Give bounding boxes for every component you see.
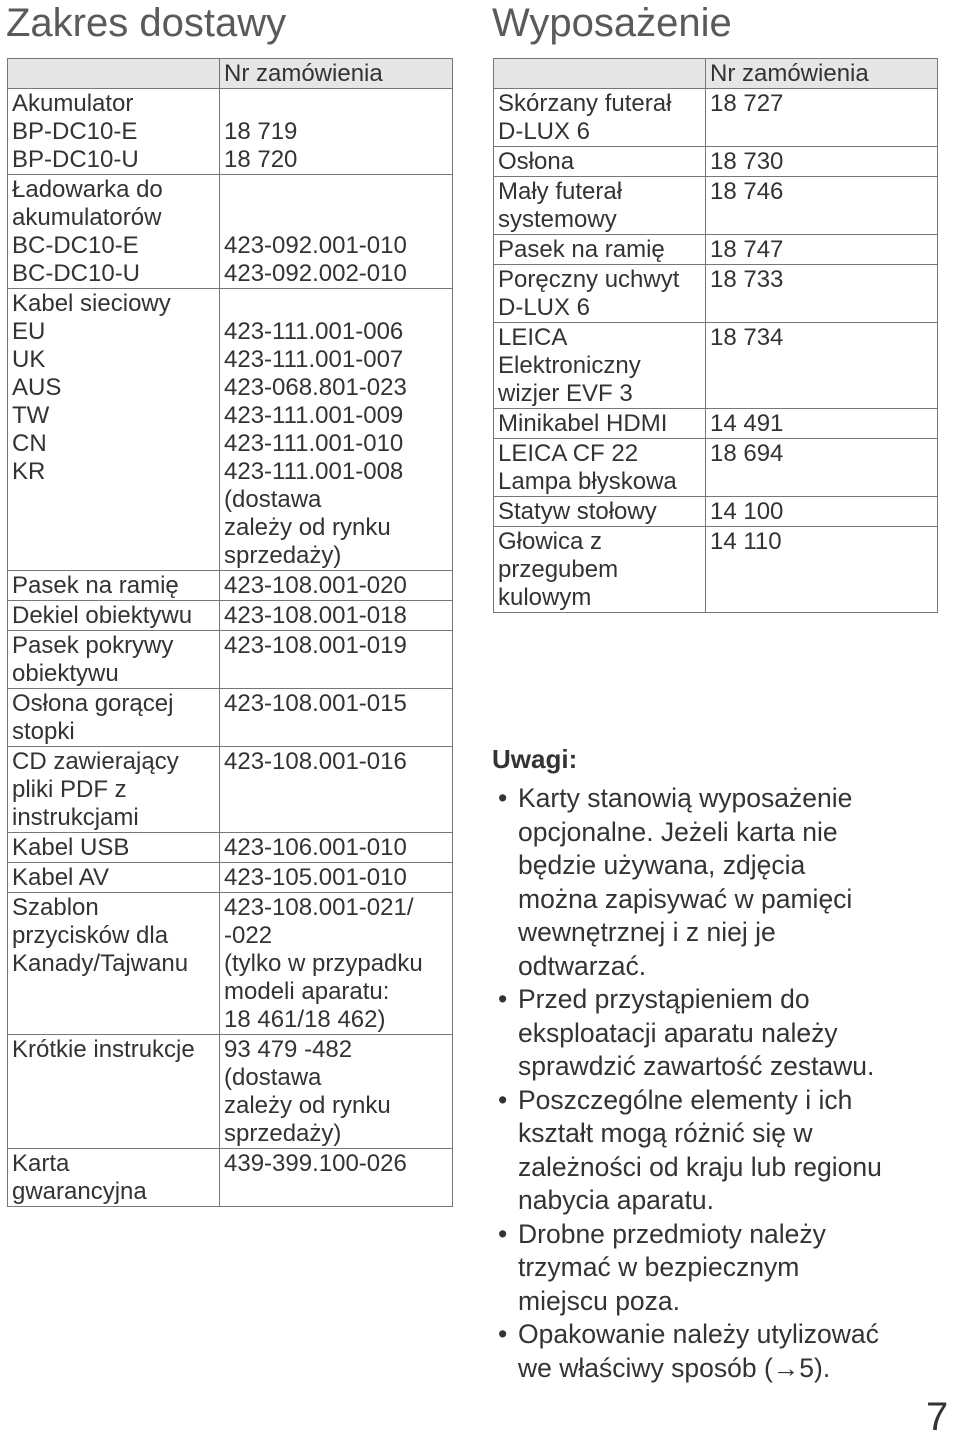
item-name-line: CD zawierający (12, 748, 179, 775)
item-name-line: obiektywu (12, 660, 119, 687)
order-number-line (224, 176, 448, 204)
item-name-cell (8, 747, 220, 833)
item-name-cell (8, 631, 220, 689)
note-line: Karty stanowią wyposażenie (518, 783, 853, 813)
item-name-line: Kabel sieciowy (12, 290, 171, 317)
item-name-cell (8, 175, 220, 289)
item-name-line: CN (12, 430, 47, 457)
item-name-line: kulowym (498, 584, 592, 611)
order-number-line: 423-068.801-023 (224, 374, 407, 401)
order-number-line: (tylko w przypadku (224, 950, 423, 977)
order-number-line: (dostawa (224, 486, 322, 513)
item-name-line: UK (12, 346, 46, 373)
accessories-table-body (494, 89, 938, 613)
item-name-cell (8, 571, 220, 601)
item-name-line: BC-DC10-E (12, 232, 139, 259)
order-number-line: 18 730 (710, 148, 784, 175)
item-name-cell (8, 1035, 220, 1149)
order-number-line: 18 733 (710, 266, 784, 293)
table-header-blank (494, 59, 706, 89)
table-header-row (494, 59, 938, 89)
note-item (498, 782, 953, 983)
bullet-icon: • (498, 1319, 508, 1349)
order-number-cell (706, 89, 938, 147)
table-row (8, 893, 453, 1035)
order-number-line: 423-108.001-019 (224, 632, 407, 659)
order-number-line: 423-106.001-010 (224, 834, 407, 861)
delivery-table (7, 58, 453, 1207)
order-number-line (224, 204, 448, 232)
item-name-line: akumulatorów (12, 204, 162, 231)
order-number-cell (220, 631, 453, 689)
table-row (8, 863, 453, 893)
item-name-cell (8, 689, 220, 747)
order-number-line: 423-111.001-008 (224, 458, 404, 485)
order-number-line: sprzedaży) (224, 1120, 342, 1147)
item-name-line: AUS (12, 374, 62, 401)
order-number-line: 14 110 (710, 528, 782, 555)
note-line: kształt mogą różnić się w (518, 1118, 813, 1148)
order-number-cell (706, 323, 938, 409)
order-number-line: zależy od rynku (224, 1092, 391, 1119)
order-number-cell (706, 147, 938, 177)
order-number-cell (706, 527, 938, 613)
order-number-line: 423-108.001-015 (224, 690, 407, 717)
table-row (8, 1149, 453, 1207)
order-number-line: 18 694 (710, 440, 784, 467)
item-name-line: Kabel USB (12, 834, 130, 861)
item-name-cell (494, 527, 706, 613)
bullet-icon: • (498, 783, 508, 813)
table-row (494, 409, 938, 439)
item-name-cell (8, 601, 220, 631)
item-name-line: EU (12, 318, 46, 345)
order-number-line: 423-111.001-009 (224, 402, 404, 429)
table-row (494, 147, 938, 177)
item-name-cell (494, 439, 706, 497)
section-title-delivery: Zakres dostawy (6, 1, 287, 45)
item-name-line: KR (12, 458, 46, 485)
item-name-line: stopki (12, 718, 75, 745)
item-name-cell (494, 235, 706, 265)
order-number-line: 18 747 (710, 236, 784, 263)
table-row (8, 571, 453, 601)
order-number-line: 18 720 (224, 146, 298, 173)
table-header-row (8, 59, 453, 89)
order-number-line: 423-092.001-010 (224, 232, 407, 259)
item-name-line: Krótkie instrukcje (12, 1036, 195, 1063)
page-number: 7 (926, 1395, 949, 1439)
order-number-cell (220, 1149, 453, 1207)
order-number-cell (220, 689, 453, 747)
bullet-icon: • (498, 1084, 508, 1115)
order-number-line: 423-105.001-010 (224, 864, 407, 891)
note-line: opcjonalne. Jeżeli karta nie (518, 816, 838, 847)
item-name-line: Pasek na ramię (498, 236, 665, 263)
bullet-icon: • (498, 1218, 508, 1249)
item-name-line: D-LUX 6 (498, 294, 591, 321)
order-number-cell (220, 571, 453, 601)
order-number-cell (706, 409, 938, 439)
note-line: Poszczególne elementy i ich (518, 1084, 853, 1115)
order-number-cell (220, 833, 453, 863)
note-line: Przed przystąpieniem do (518, 984, 810, 1014)
order-number-line: sprzedaży) (224, 542, 342, 569)
table-row (494, 265, 938, 323)
order-number-cell (220, 747, 453, 833)
item-name-line: BP-DC10-U (12, 146, 139, 173)
order-number-line: 423-108.001-016 (224, 748, 407, 775)
item-name-line: Głowica z (498, 528, 603, 555)
item-name-line: D-LUX 6 (498, 118, 591, 145)
order-number-cell (220, 601, 453, 631)
order-number-cell (706, 497, 938, 527)
order-number-line (224, 290, 448, 318)
order-number-line: 423-111.001-010 (224, 430, 404, 457)
item-name-line: pliki PDF z (12, 776, 127, 803)
note-line: zależności od kraju lub regionu (518, 1151, 882, 1182)
order-number-line: 439-399.100-026 (224, 1150, 407, 1177)
delivery-table-body (8, 89, 453, 1207)
table-row (494, 527, 938, 613)
table-row (494, 235, 938, 265)
table-row (494, 89, 938, 147)
table-header-order-number: Nr zamówienia (706, 59, 938, 89)
order-number-line: 423-108.001-020 (224, 572, 407, 599)
table-row (8, 175, 453, 289)
item-name-line: Osłona gorącej (12, 690, 174, 717)
table-row (494, 323, 938, 409)
item-name-line: Mały futerał (498, 178, 623, 205)
item-name-cell (8, 289, 220, 571)
item-name-cell (494, 147, 706, 177)
item-name-line: TW (12, 402, 50, 429)
note-line: Drobne przedmioty należy (518, 1218, 826, 1249)
note-line: nabycia aparatu. (518, 1185, 714, 1215)
item-name-line: instrukcjami (12, 804, 139, 831)
item-name-cell (494, 497, 706, 527)
note-line: we właściwy sposób (→5). (518, 1352, 831, 1383)
item-name-cell (8, 833, 220, 863)
table-row (8, 289, 453, 571)
order-number-line: 18 727 (710, 90, 784, 117)
order-number-cell (220, 1035, 453, 1149)
order-number-line: -022 (224, 922, 273, 949)
item-name-cell (494, 177, 706, 235)
note-line: będzie używana, zdjęcia (518, 850, 806, 880)
item-name-line: Osłona (498, 148, 575, 175)
table-row (494, 497, 938, 527)
order-number-line: 14 491 (710, 410, 784, 437)
item-name-cell (8, 1149, 220, 1207)
order-number-line: 423-108.001-021/ (224, 894, 414, 921)
item-name-cell (8, 893, 220, 1035)
order-number-line: (dostawa (224, 1064, 322, 1091)
bullet-icon: • (498, 984, 508, 1014)
order-number-cell (220, 863, 453, 893)
item-name-line: Skórzany futerał (498, 90, 672, 117)
note-line: wewnętrznej i z niej je (518, 917, 776, 947)
item-name-cell (494, 89, 706, 147)
item-name-line: BP-DC10-E (12, 118, 138, 145)
section-title-accessories: Wyposażenie (492, 1, 732, 45)
item-name-line: Dekiel obiektywu (12, 602, 193, 629)
order-number-line: 18 734 (710, 324, 784, 351)
order-number-line (224, 90, 448, 118)
table-header-blank (8, 59, 220, 89)
item-name-line: Kanady/Tajwanu (12, 950, 189, 977)
item-name-line: Poręczny uchwyt (498, 266, 680, 293)
order-number-cell (706, 235, 938, 265)
order-number-line: modeli aparatu: (224, 978, 390, 1005)
item-name-line: przegubem (498, 556, 619, 583)
item-name-line: wizjer EVF 3 (498, 380, 633, 407)
item-name-line: Lampa błyskowa (498, 468, 677, 495)
order-number-line: 423-111.001-007 (224, 346, 404, 373)
item-name-line: Karta (12, 1150, 70, 1177)
item-name-cell (8, 89, 220, 175)
table-row (8, 747, 453, 833)
table-header-order-number: Nr zamówienia (220, 59, 453, 89)
table-row (494, 177, 938, 235)
table-row (8, 1035, 453, 1149)
notes-heading: Uwagi: (492, 744, 578, 774)
item-name-line: Kabel AV (12, 864, 109, 891)
item-name-line: Elektroniczny (498, 352, 641, 379)
order-number-cell (220, 893, 453, 1035)
note-line: odtwarzać. (518, 950, 647, 981)
item-name-line: Statyw stołowy (498, 498, 657, 525)
table-row (8, 631, 453, 689)
table-row (8, 89, 453, 175)
item-name-line: Ładowarka do (12, 176, 163, 203)
order-number-line: 14 100 (710, 498, 784, 525)
item-name-line: Minikabel HDMI (498, 410, 668, 437)
table-row (8, 689, 453, 747)
item-name-cell (494, 323, 706, 409)
accessories-table (493, 58, 938, 613)
item-name-line: Akumulator (12, 90, 134, 117)
order-number-line: 18 461/18 462) (224, 1006, 386, 1033)
note-item (498, 983, 953, 1084)
order-number-cell (220, 89, 453, 175)
table-row (8, 833, 453, 863)
item-name-cell (494, 409, 706, 439)
order-number-line: zależy od rynku (224, 514, 391, 541)
table-row (494, 439, 938, 497)
item-name-line: BC-DC10-U (12, 260, 141, 287)
note-line: Opakowanie należy utylizować (518, 1319, 879, 1349)
note-item (498, 1218, 953, 1319)
order-number-line: 18 719 (224, 118, 298, 145)
order-number-line: 423-092.002-010 (224, 260, 407, 287)
item-name-cell (494, 265, 706, 323)
note-line: eksploatacji aparatu należy (518, 1017, 838, 1048)
item-name-line: LEICA (498, 324, 568, 351)
item-name-line: gwarancyjna (12, 1178, 147, 1205)
item-name-line: Szablon (12, 894, 99, 921)
order-number-line: 18 746 (710, 178, 784, 205)
item-name-line: systemowy (498, 206, 617, 233)
order-number-line: 423-108.001-018 (224, 602, 407, 629)
item-name-line: przycisków dla (12, 922, 169, 949)
note-item (498, 1318, 953, 1385)
note-line: sprawdzić zawartość zestawu. (518, 1051, 875, 1081)
order-number-cell (706, 177, 938, 235)
note-line: trzymać w bezpiecznym (518, 1252, 800, 1282)
note-item (498, 1084, 953, 1218)
order-number-line: 423-111.001-006 (224, 318, 404, 345)
order-number-cell (706, 265, 938, 323)
item-name-line: LEICA CF 22 (498, 440, 639, 467)
item-name-cell (8, 863, 220, 893)
item-name-line: Pasek pokrywy (12, 632, 174, 659)
order-number-cell (706, 439, 938, 497)
note-line: można zapisywać w pamięci (518, 883, 853, 914)
order-number-cell (220, 289, 453, 571)
table-row (8, 601, 453, 631)
note-line: miejscu poza. (518, 1285, 681, 1316)
order-number-line: 93 479 -482 (224, 1036, 353, 1063)
item-name-line: Pasek na ramię (12, 572, 179, 599)
notes-list (498, 782, 953, 1385)
order-number-cell (220, 175, 453, 289)
